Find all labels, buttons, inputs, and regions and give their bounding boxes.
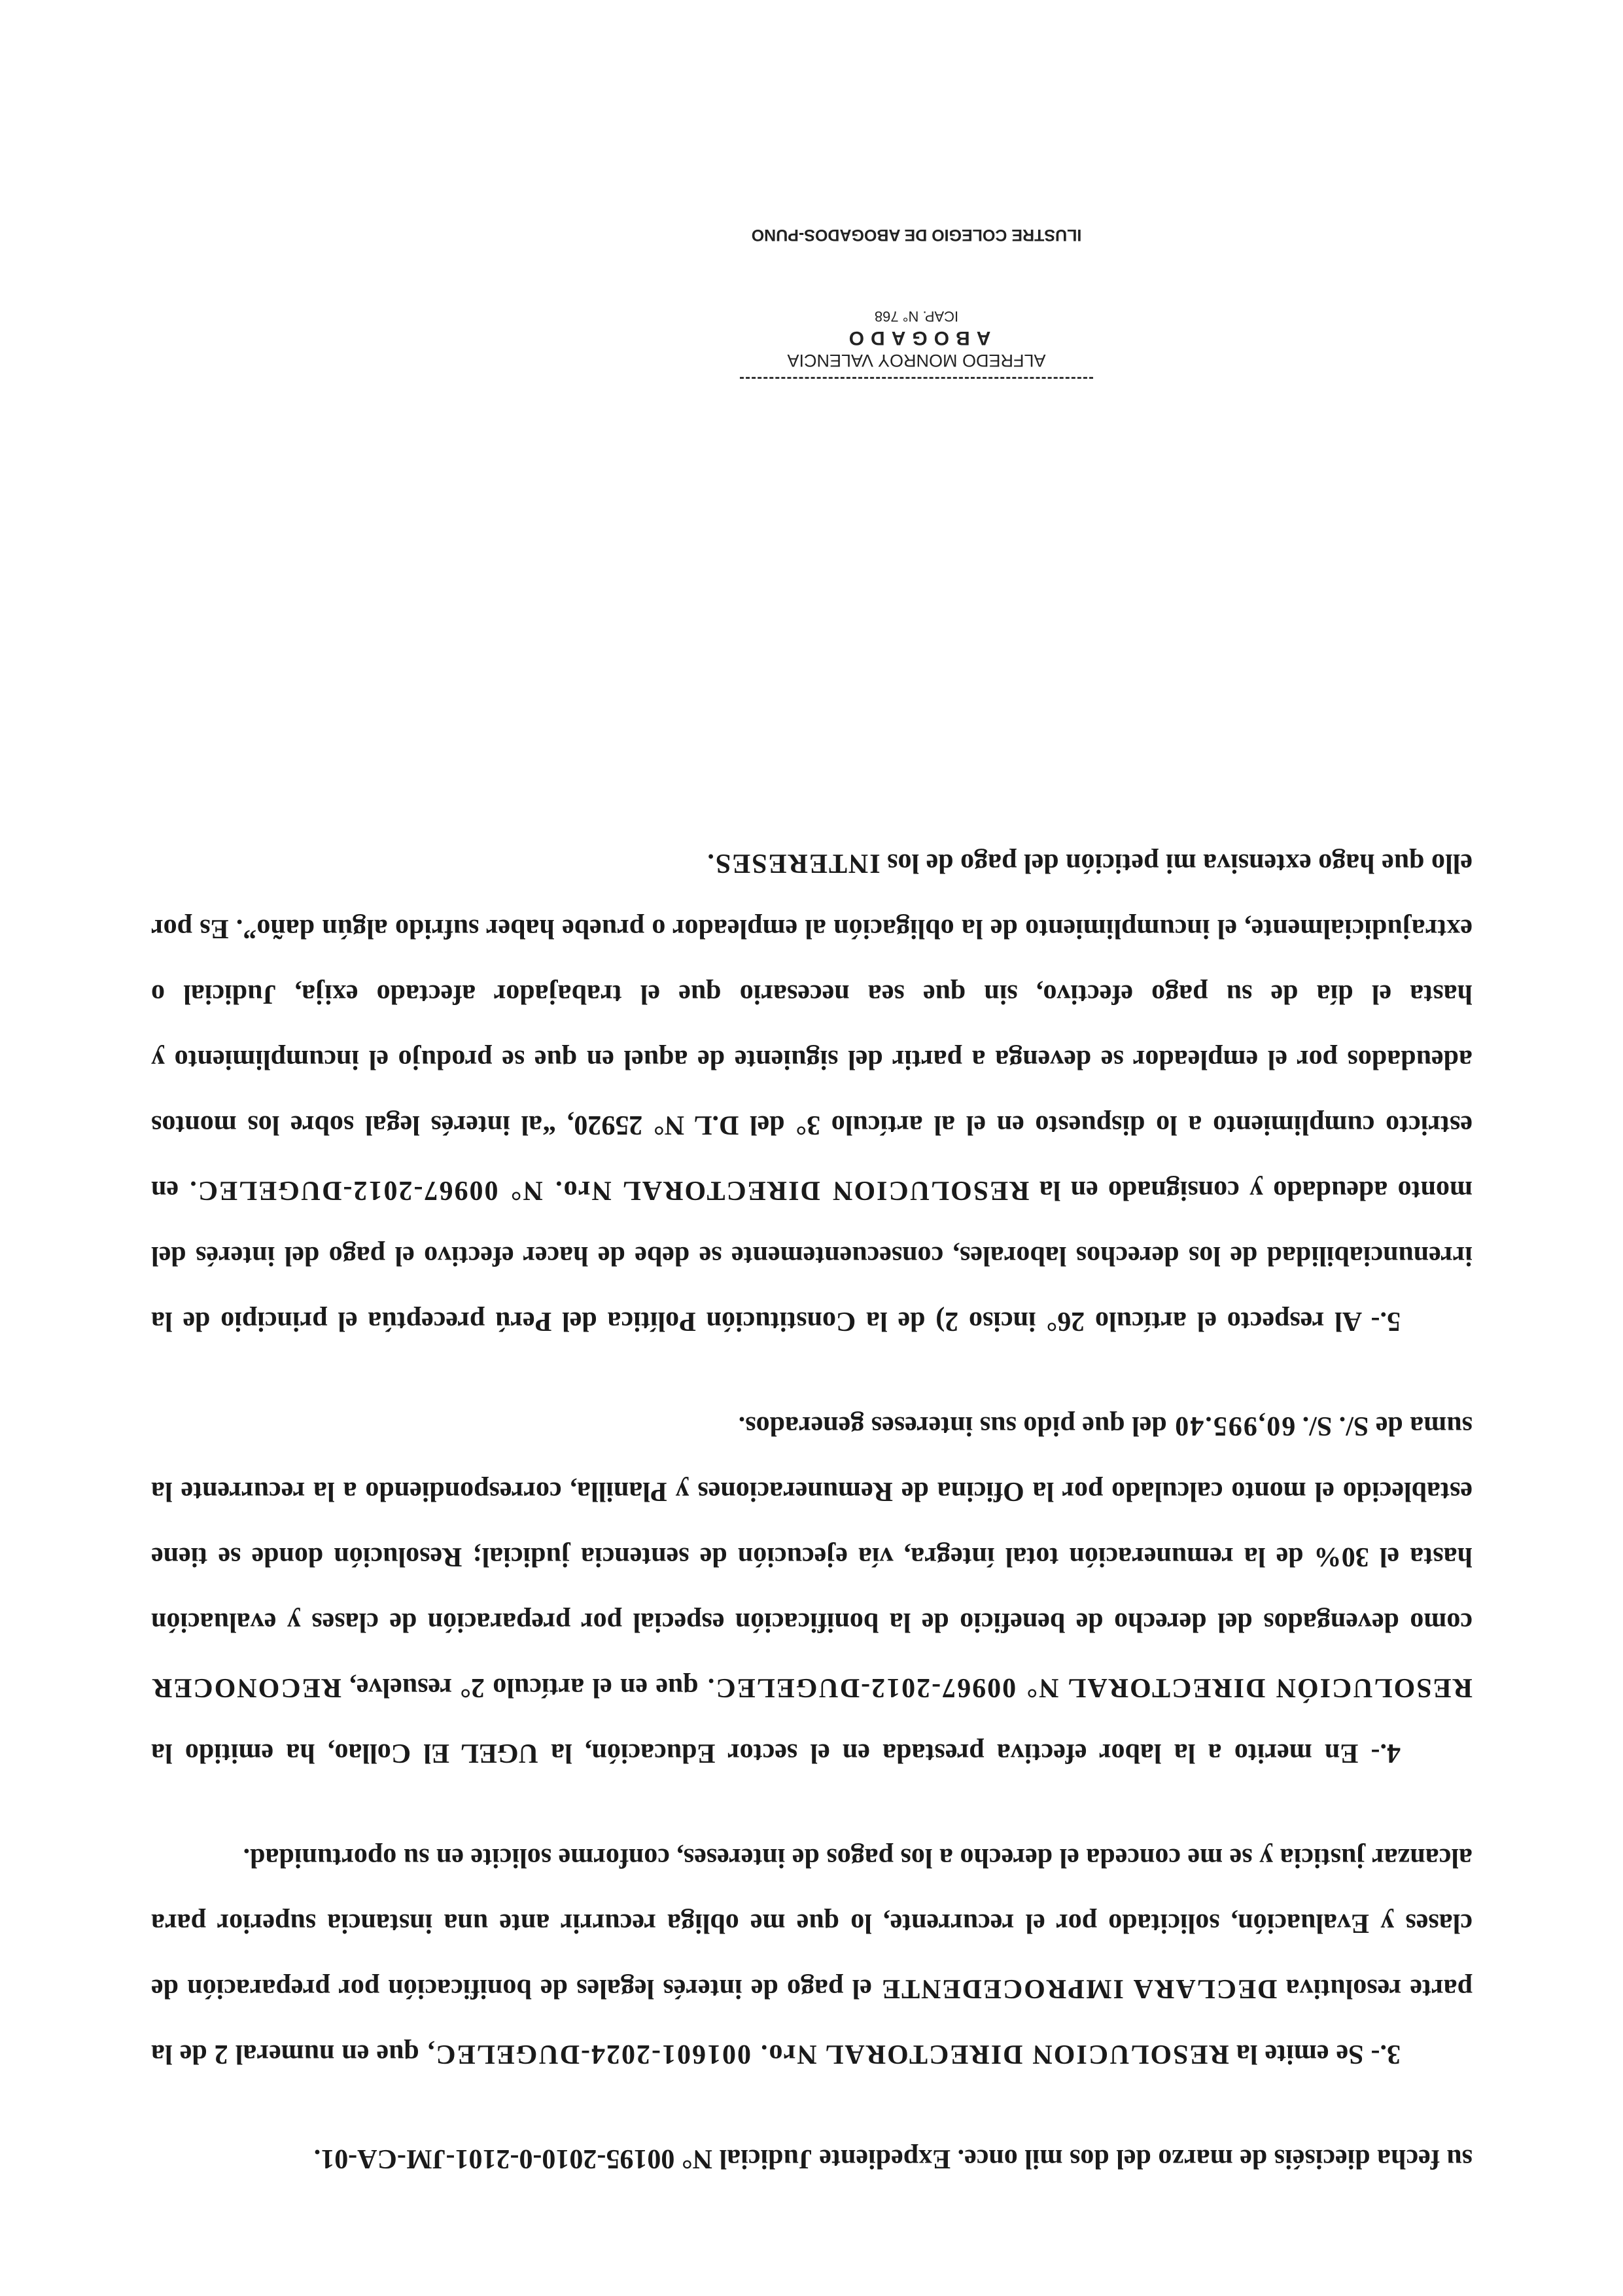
emphasis-text: DECLARA IMPROCEDENTE xyxy=(881,1973,1278,2004)
paragraph-continuation xyxy=(151,2126,1473,2191)
resolution-reference: RESOLUCION DIRECTORAL Nro. N° 00967-2012-DUGELEC. xyxy=(188,1175,1030,1205)
paragraph-text: como devengados del derecho de beneficio de la bonificación especial por preparación de clases y evaluación hasta el 30% de la remuneración total íntegra, vía ejecución de sentencia judicial; Resolución donde se tiene establecido el monto calculado por la Oficina de Remuneraciones y Planilla, correspondiendo a la recurrente la suma de S/. S/. xyxy=(151,1411,1473,1637)
stamp-registration: ICAP. N° 768 xyxy=(874,308,959,325)
paragraph-text: el pago de interés legales de bonificación por preparación de clases y Evaluación, solicitado por el recurrente, lo que me obliga recurrir ante una instancia superior para alcanzar justicia y se me conceda el derecho a los pagos de intereses, conforme solicite en su oportunidad. xyxy=(151,1843,1473,2004)
emphasis-text: INTERESES. xyxy=(706,848,881,878)
emphasis-text: RECONOCER xyxy=(151,1672,342,1703)
paragraph-text: su fecha dieciséis de marzo del dos mil once. Expediente Judicial N° 00195-2010-0-2101-JM-CA-01. xyxy=(313,2144,1473,2174)
stamp-college: ILUSTRE COLEGIO DE ABOGADOS-PUNO xyxy=(751,226,1082,244)
paragraph-text: 5.- Al respecto el artículo 26° inciso 2) de la Constitución Política del Perú preceptúa el principio de la irrenunciabilidad de los derechos laborales, consecuentemente se debe de hacer efectivo el pago del interés del monto adeudado y consignado en la xyxy=(151,1175,1473,1336)
paragraph-text: 3.- Se emite la xyxy=(1229,2039,1401,2069)
paragraph-text: 4.- En merito a la labor efectiva prestada en el sector Educación, la UGEL El Collao, ha emitido la xyxy=(151,1738,1401,1768)
document-body xyxy=(151,830,1473,2191)
paragraph-text: que en numeral 2 de la parte resolutiva xyxy=(151,1973,1473,2069)
paragraph-4 xyxy=(151,1393,1473,1786)
paragraph-text: en estricto cumplimiento a lo dispuesto en el al artículo 3° del D.L N° 25920, “al interés legal sobre los montos adeudados por el empleador se devenga a partir del siguiente de aquel en que se produjo el incumplimiento y hasta el día de su pago efectivo, sin que sea necesario que el trabajador afectado exija, Judicial o extrajudicialmente, el incumplimiento de la obligación al empleador o pruebe haber sufrido algún daño”. Es por ello que hago extensiva mi petición del pago de los xyxy=(150,848,1473,1205)
lawyer-stamp xyxy=(733,209,1100,379)
resolution-reference: RESOLUCIÓN DIRECTORAL N° 00967-2012-DUGELEC. xyxy=(706,1672,1473,1703)
resolution-reference: RESOLUCION DIRECTORAL Nro. 001601-2024-DUGELEC, xyxy=(426,2039,1229,2069)
paragraph-text: que en el artículo 2° resuelve, xyxy=(341,1672,707,1703)
amount-value: 60,995.40 xyxy=(1174,1411,1296,1441)
signature-line xyxy=(740,377,1093,379)
paragraph-5 xyxy=(151,830,1473,1354)
paragraph-3 xyxy=(151,1825,1473,2087)
stamp-title: ABOGADO xyxy=(842,327,991,349)
stamp-name: ALFREDO MONROY VALENCIA xyxy=(787,351,1046,370)
paragraph-text: del que pido sus intereses generados. xyxy=(738,1411,1174,1441)
